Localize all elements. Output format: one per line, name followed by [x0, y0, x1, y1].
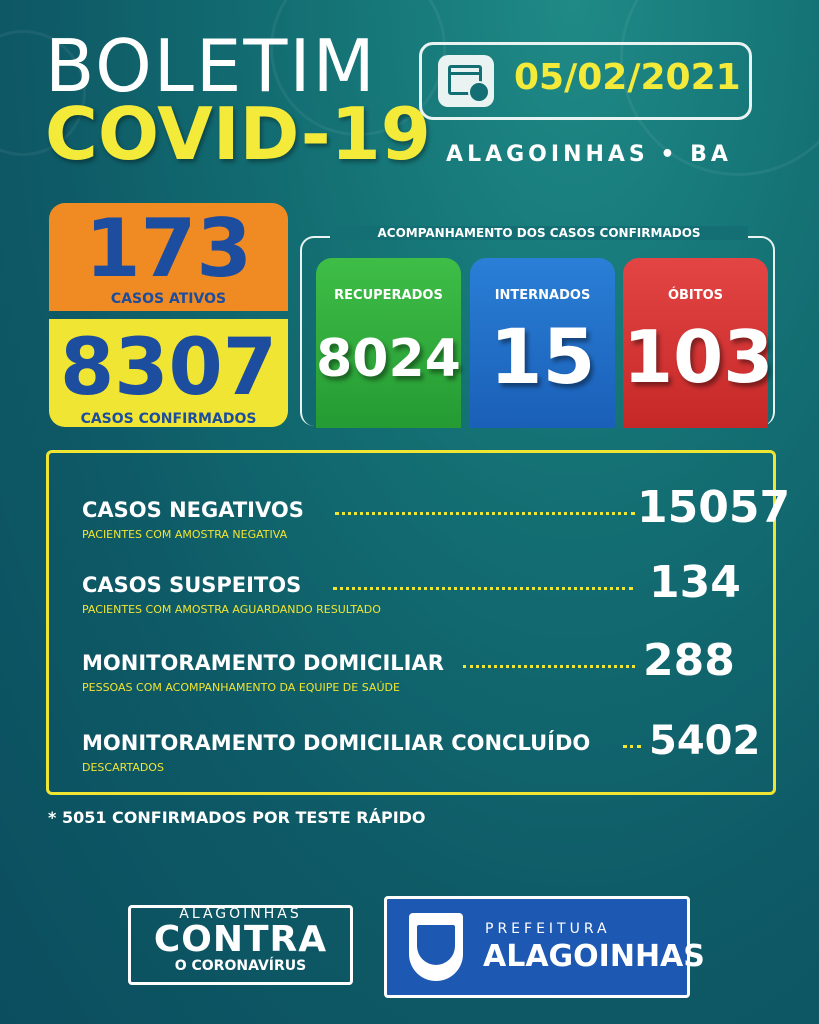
detail-value: 288 — [643, 635, 735, 686]
deaths-label: ÓBITOS — [667, 288, 724, 303]
dotted-leader — [333, 587, 633, 590]
bulletin-date: 05/02/2021 — [514, 57, 741, 98]
detail-row — [49, 635, 773, 711]
calendar-clock-icon — [438, 55, 494, 107]
campaign-line3: O CORONAVÍRUS — [174, 958, 307, 974]
recovered-value: 8024 — [316, 329, 461, 389]
location-label: ALAGOINHAS • BA — [446, 142, 732, 167]
date-box — [419, 42, 752, 120]
recovered-card — [316, 258, 461, 428]
detail-row — [49, 482, 791, 558]
dotted-leader — [335, 512, 635, 515]
city-hall-line2: ALAGOINHAS — [483, 939, 705, 974]
city-hall-logo — [384, 896, 705, 998]
confirmed-cases-box — [49, 319, 288, 427]
city-hall-line1: PREFEITURA — [485, 921, 611, 937]
footnote: * 5051 CONFIRMADOS POR TESTE RÁPIDO — [48, 808, 426, 827]
active-cases-value: 173 — [85, 202, 252, 295]
detail-value: 134 — [649, 557, 741, 608]
detail-value: 5402 — [649, 718, 761, 764]
dotted-leader — [623, 745, 641, 748]
detail-title: MONITORAMENTO DOMICILIAR — [82, 651, 444, 675]
detail-subtitle: PACIENTES COM AMOSTRA AGUARDANDO RESULTADO — [82, 603, 381, 616]
deaths-value: 103 — [623, 315, 774, 399]
detail-subtitle: PACIENTES COM AMOSTRA NEGATIVA — [82, 528, 288, 541]
dotted-leader — [463, 665, 635, 668]
tracking-title: ACOMPANHAMENTO DOS CASOS CONFIRMADOS — [330, 226, 748, 240]
campaign-logo — [128, 905, 353, 985]
hospitalized-label: INTERNADOS — [494, 288, 591, 303]
hospitalized-value: 15 — [489, 312, 596, 401]
city-crest-icon — [409, 913, 463, 981]
hospitalized-card — [470, 258, 615, 428]
title-line1: BOLETIM — [45, 24, 377, 108]
campaign-line2: CONTRA — [153, 919, 328, 960]
confirmed-cases-label: CASOS CONFIRMADOS — [80, 411, 257, 427]
detail-title: CASOS NEGATIVOS — [82, 498, 304, 522]
detail-row — [49, 718, 773, 791]
campaign-line1: ALAGOINHAS — [179, 906, 302, 922]
detail-row — [49, 557, 773, 633]
detail-subtitle: DESCARTADOS — [82, 761, 164, 774]
active-cases-box — [49, 203, 288, 311]
detail-subtitle: PESSOAS COM ACOMPANHAMENTO DA EQUIPE DE SAÚDE — [82, 681, 400, 694]
active-cases-label: CASOS ATIVOS — [110, 291, 227, 307]
detail-title: CASOS SUSPEITOS — [82, 573, 302, 597]
deaths-card — [623, 258, 774, 428]
title-line2: COVID-19 — [45, 92, 431, 176]
confirmed-cases-value: 8307 — [59, 323, 278, 413]
recovered-label: RECUPERADOS — [334, 288, 443, 303]
detail-value: 15057 — [637, 482, 791, 533]
details-panel — [46, 450, 791, 795]
detail-title: MONITORAMENTO DOMICILIAR CONCLUÍDO — [82, 731, 591, 755]
